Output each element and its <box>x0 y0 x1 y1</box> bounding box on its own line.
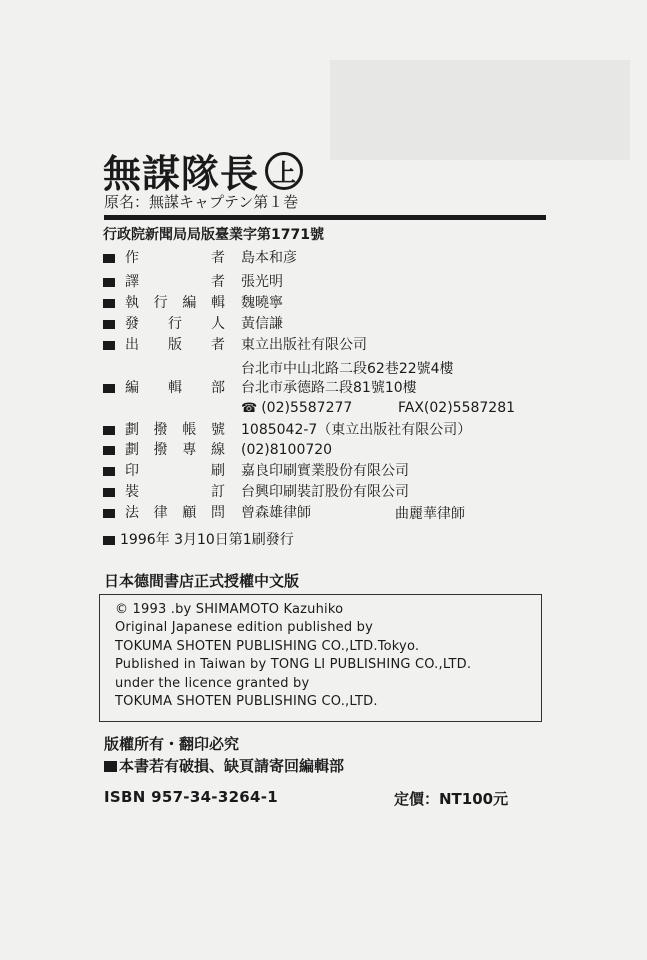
bleed-through-shadow <box>330 60 630 160</box>
authorization-notice: 日本德間書店正式授權中文版 <box>104 572 300 590</box>
copyright-line: TOKUMA SHOTEN PUBLISHING CO.,LTD.Tokyo. <box>115 638 420 654</box>
credit-value: 台北市承德路二段81號10樓 <box>241 380 417 396</box>
credit-value: 張光明 <box>241 274 283 290</box>
copyright-line: Published in Taiwan by TONG LI PUBLISHING CO.,LTD. <box>115 657 472 673</box>
title-divider <box>104 215 546 220</box>
bullet-square-icon <box>103 384 115 393</box>
license-number: 行政院新聞局局版臺業字第1771號 <box>103 227 324 243</box>
credit-role: 出版者 <box>125 337 225 353</box>
original-title: 原名：無謀キャプテン第１巻 <box>104 193 299 211</box>
credit-row <box>103 503 311 523</box>
rights-reserved: 版權所有・翻印必究 <box>104 735 240 753</box>
credit-value: 魏曉寧 <box>241 295 283 311</box>
credit-row <box>103 293 283 313</box>
copyright-line: TOKUMA SHOTEN PUBLISHING CO.,LTD. <box>115 694 378 710</box>
credit-row <box>103 461 409 481</box>
title-row <box>103 143 303 198</box>
telephone-icon: ☎ <box>241 401 258 416</box>
damage-notice <box>104 755 344 776</box>
fax-number: FAX(02)5587281 <box>398 400 516 416</box>
credit-role: 裝訂 <box>125 484 225 500</box>
second-lawyer: 曲麗華律師 <box>395 506 465 522</box>
bullet-square-icon <box>103 488 115 497</box>
bullet-square-icon <box>104 761 117 772</box>
credit-row <box>103 482 409 502</box>
publisher-address: 台北市中山北路二段62巷22號4樓 <box>241 361 454 377</box>
print-date <box>103 529 294 549</box>
credit-role: 劃撥專線 <box>125 442 225 458</box>
phone-number: (02)5587277 <box>261 400 353 416</box>
credit-row <box>103 314 283 334</box>
credit-value: 1085042-7（東立出版社有限公司） <box>241 422 472 438</box>
bullet-square-icon <box>103 341 115 350</box>
print-date-text: 1996年 3月10日第1刷發行 <box>120 532 294 548</box>
volume-badge: 上 <box>265 152 303 190</box>
bullet-square-icon <box>103 320 115 329</box>
copyright-box <box>99 594 542 722</box>
bullet-square-icon <box>103 509 115 518</box>
bullet-square-icon <box>103 536 115 545</box>
bullet-square-icon <box>103 299 115 308</box>
credit-row <box>103 420 472 440</box>
bullet-square-icon <box>103 426 115 435</box>
bullet-square-icon <box>103 446 115 455</box>
credit-row <box>103 378 417 398</box>
copyright-line: Original Japanese edition published by <box>115 620 373 636</box>
credit-value: (02)8100720 <box>241 442 333 458</box>
credit-role: 執行編輯 <box>125 295 225 311</box>
credit-role: 編輯部 <box>125 380 225 396</box>
credit-value: 曾森雄律師 <box>241 505 311 521</box>
credit-role: 劃撥帳號 <box>125 422 225 438</box>
damage-notice-text: 本書若有破損、缺頁請寄回編輯部 <box>119 757 345 775</box>
credit-value: 台興印刷裝訂股份有限公司 <box>241 484 409 500</box>
credit-value: 東立出版社有限公司 <box>241 337 367 353</box>
bullet-square-icon <box>103 467 115 476</box>
credit-role: 發行人 <box>125 316 225 332</box>
credit-role: 法律顧問 <box>125 505 225 521</box>
credit-value: 黃信謙 <box>241 316 283 332</box>
credit-role: 譯者 <box>125 274 225 290</box>
credit-role: 印刷 <box>125 463 225 479</box>
credit-value: 嘉良印刷實業股份有限公司 <box>241 463 409 479</box>
credit-row <box>103 248 297 268</box>
copyright-line: under the licence granted by <box>115 675 310 691</box>
credit-row <box>103 335 367 355</box>
contact-line <box>241 400 352 416</box>
credit-row <box>103 272 283 292</box>
credit-row <box>103 440 333 460</box>
isbn: ISBN 957-34-3264-1 <box>104 788 279 806</box>
book-title: 無謀隊長 <box>103 151 260 196</box>
price: 定價：NT100元 <box>394 790 509 808</box>
credit-value: 島本和彦 <box>241 250 297 266</box>
bullet-square-icon <box>103 278 115 287</box>
credit-role: 作者 <box>125 250 225 266</box>
copyright-line: © 1993 .by SHIMAMOTO Kazuhiko <box>115 602 344 617</box>
bullet-square-icon <box>103 254 115 263</box>
